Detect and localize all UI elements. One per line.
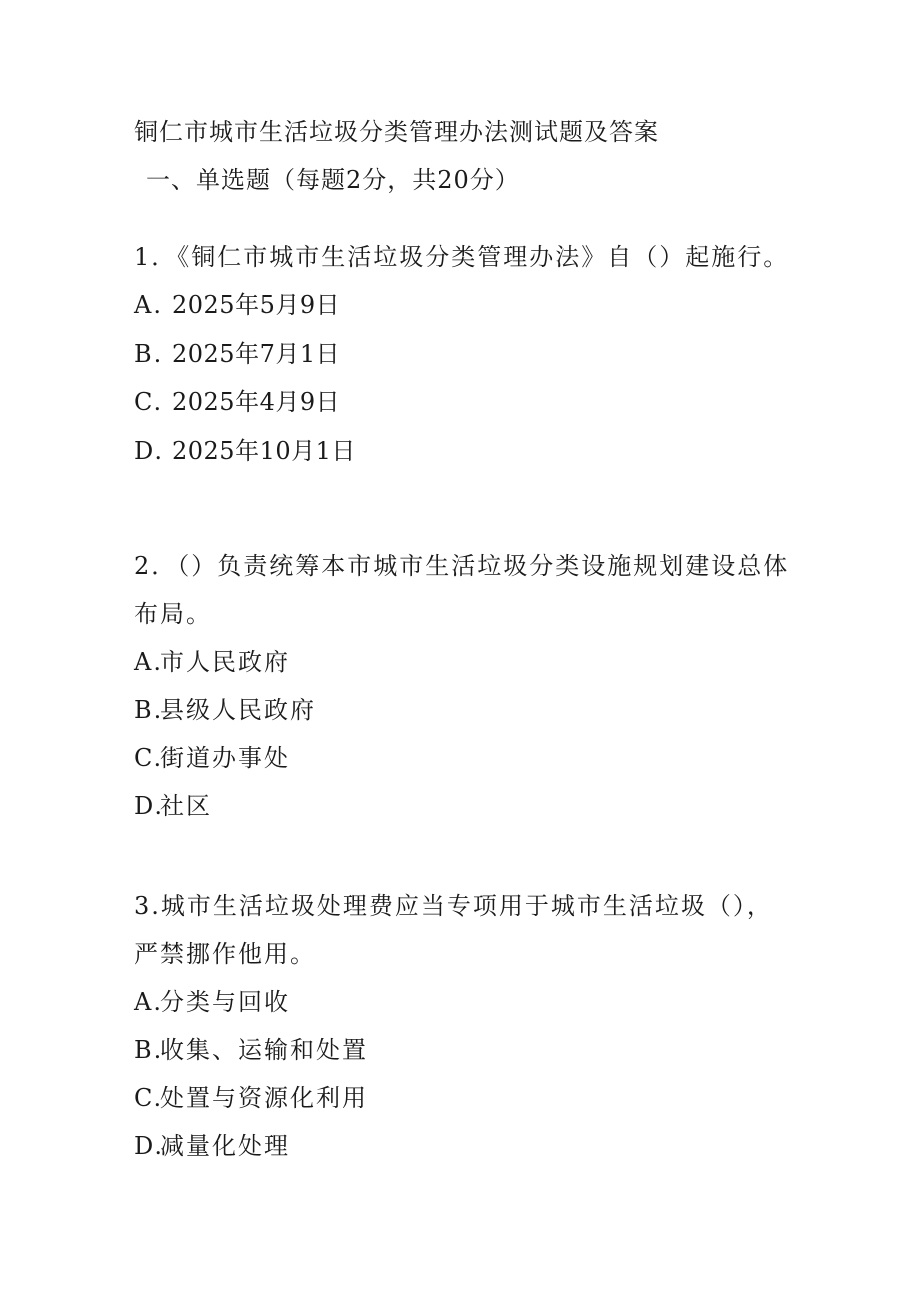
option-d (134, 782, 794, 830)
option-b (134, 686, 794, 734)
option-a (134, 638, 794, 686)
option-a (134, 978, 794, 1026)
document-title: 铜仁市城市生活垃圾分类管理办法测试题及答案 (134, 118, 659, 146)
option-letter: C. (134, 388, 164, 416)
option-c (134, 734, 794, 782)
section-heading: 一、单选题（每题2分，共20分） (146, 166, 520, 194)
option-letter: D. (134, 1132, 165, 1160)
option-text: 2025年4月9日 (172, 388, 341, 416)
question-stem: 3.城市生活垃圾处理费应当专项用于城市生活垃圾（），严禁挪作他用。 (134, 892, 773, 968)
option-letter: B. (134, 1036, 164, 1064)
option-c (134, 378, 794, 427)
option-c (134, 1074, 794, 1122)
option-letter: D. (134, 792, 165, 820)
option-text: 处置与资源化利用 (160, 1084, 368, 1112)
option-text: 2025年5月9日 (172, 291, 341, 319)
option-letter: A. (134, 648, 163, 676)
question-stem: 2．（）负责统筹本市城市生活垃圾分类设施规划建设总体布局。 (134, 552, 790, 628)
option-letter: D. (134, 436, 165, 465)
option-text: 市人民政府 (160, 648, 290, 676)
option-d (134, 427, 794, 476)
option-text: 2025年7月1日 (172, 339, 341, 368)
question-2 (134, 542, 794, 830)
option-letter: A. (134, 988, 163, 1016)
option-text: 县级人民政府 (160, 696, 316, 724)
option-letter: B. (134, 696, 164, 724)
option-letter: A. (134, 291, 163, 319)
option-text: 2025年10月1日 (172, 436, 356, 465)
option-text: 街道办事处 (160, 744, 290, 772)
option-text: 分类与回收 (160, 988, 290, 1016)
option-text: 减量化处理 (160, 1132, 290, 1160)
option-b (134, 330, 794, 379)
option-text: 收集、运输和处置 (160, 1036, 368, 1064)
question-stem: 1．《铜仁市城市生活垃圾分类管理办法》自（）起施行。 (134, 243, 790, 271)
option-text: 社区 (160, 792, 212, 820)
question-1 (134, 233, 794, 475)
question-3 (134, 882, 794, 1170)
option-letter: B. (134, 339, 164, 368)
option-d (134, 1122, 794, 1170)
option-letter: C. (134, 744, 164, 772)
option-b (134, 1026, 794, 1074)
option-letter: C. (134, 1084, 164, 1112)
option-a (134, 281, 794, 330)
